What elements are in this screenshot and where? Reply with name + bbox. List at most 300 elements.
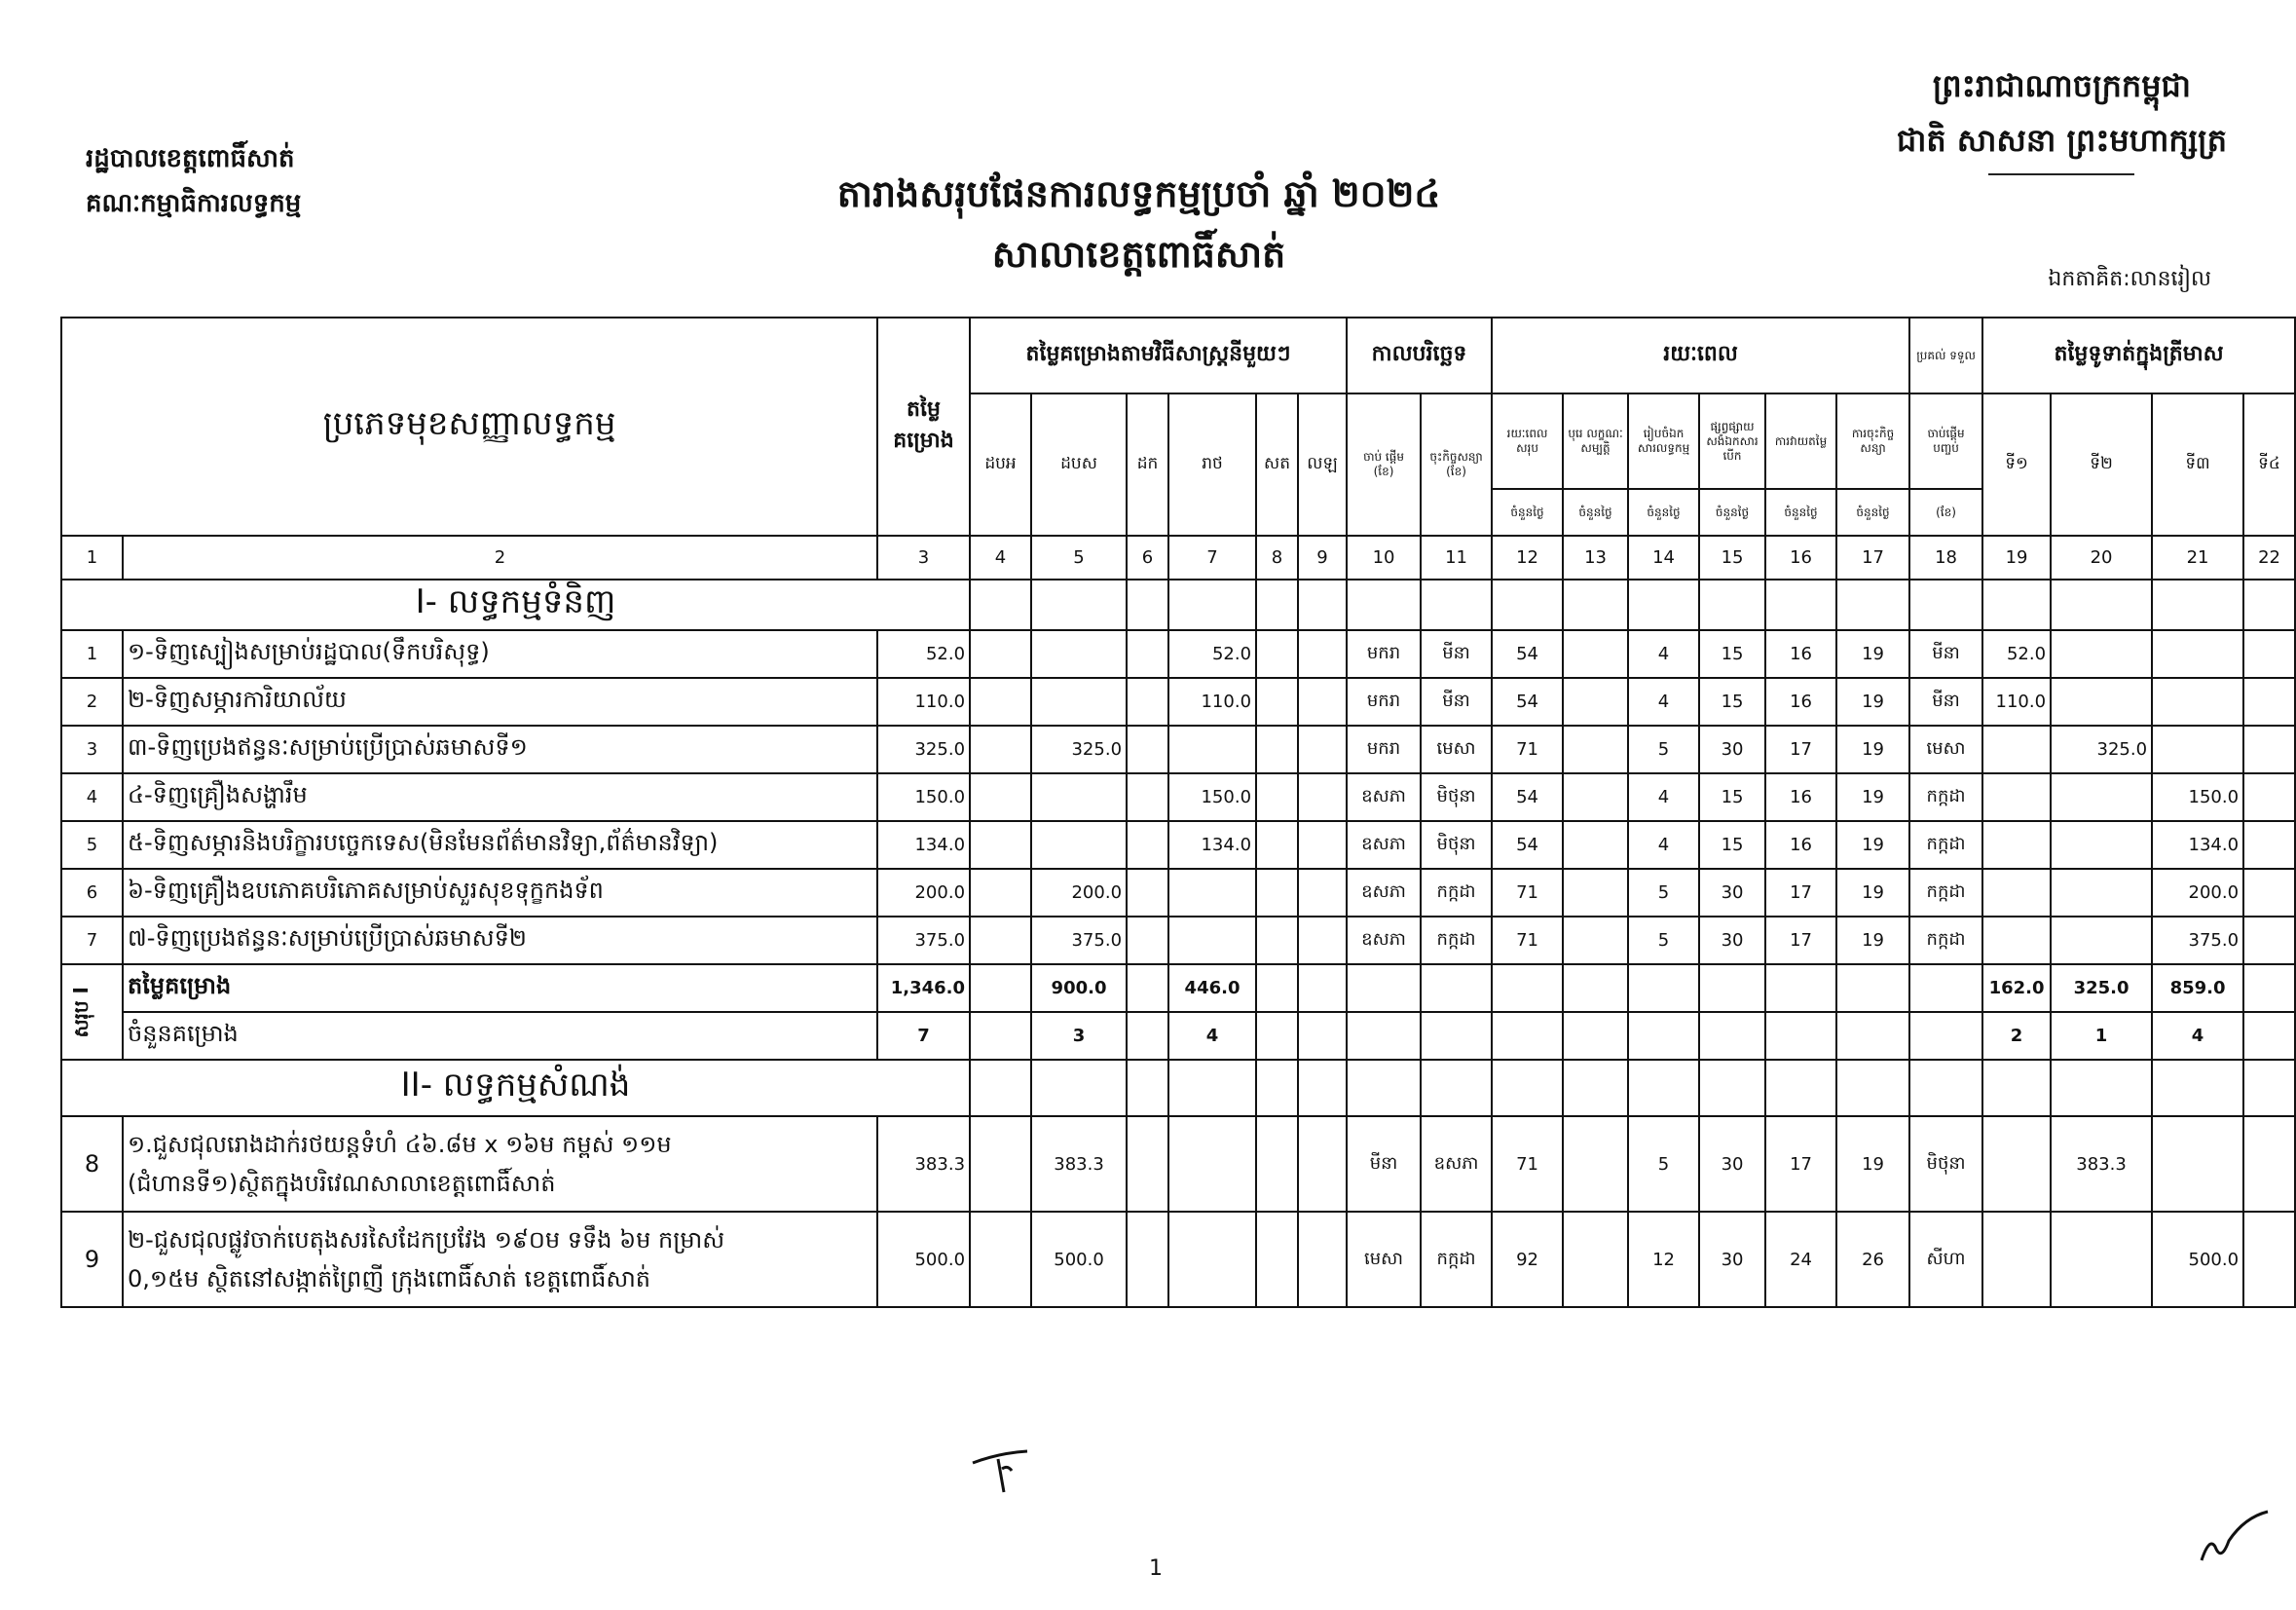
section-header-row xyxy=(61,1060,2295,1116)
empty-cell xyxy=(970,726,1031,773)
column-number: 7 xyxy=(1168,536,1256,580)
total-label: តម្លៃគម្រោង xyxy=(123,964,877,1012)
row-number: 8 xyxy=(61,1116,123,1212)
empty-cell xyxy=(1256,773,1298,821)
evaluation-days: 24 xyxy=(1765,1212,1836,1307)
signing-days: 19 xyxy=(1836,678,1909,726)
estimate-value: 134.0 xyxy=(877,821,970,869)
estimate-value: 383.3 xyxy=(877,1116,970,1212)
start-month: ឧសភា xyxy=(1347,869,1421,917)
total-q3: 859.0 xyxy=(2152,964,2243,1012)
signing-days: 19 xyxy=(1836,917,1909,964)
dbos-value: 325.0 xyxy=(1031,726,1127,773)
quarter-header: ទី៣ xyxy=(2152,393,2243,536)
empty-cell xyxy=(2243,1116,2295,1212)
empty-cell xyxy=(970,1116,1031,1212)
motto-text: ជាតិ សាសនា ព្រះមហាក្សត្រ xyxy=(1896,122,2227,159)
column-number: 6 xyxy=(1127,536,1168,580)
total-raath: 446.0 xyxy=(1168,964,1256,1012)
empty-cell xyxy=(1298,821,1347,869)
q3-value xyxy=(2152,1116,2243,1212)
item-name: ៣-ទិញប្រេងឥន្ធនៈសម្រាប់ប្រើប្រាស់ឆមាសទី១ xyxy=(123,726,877,773)
empty-cell xyxy=(1628,1060,1699,1116)
empty-cell xyxy=(1563,580,1628,630)
column-number: 11 xyxy=(1421,536,1492,580)
month-unit: (ខែ) xyxy=(1909,489,1982,536)
empty-cell xyxy=(1909,580,1982,630)
row-number: 6 xyxy=(61,869,123,917)
column-number: 19 xyxy=(1982,536,2051,580)
prep-days: 5 xyxy=(1628,726,1699,773)
empty-cell xyxy=(1982,1060,2051,1116)
item-name-line: ២-ជួសជុលផ្លូវចាក់បេតុងសរសៃដែកប្រវែង ១៩០ម ទទឹង ៦ម កម្រាស់ xyxy=(128,1226,725,1254)
days-unit: ចំនួនថ្ងៃ xyxy=(1628,489,1699,536)
item-name: ៥-ទិញសម្ភារនិងបរិក្ខារបច្ចេកទេស(មិនមែនព័ត៌មានវិទ្យា,ព័ត៌មានវិទ្យា) xyxy=(123,821,877,869)
empty-cell xyxy=(970,1060,1031,1116)
empty-cell xyxy=(1127,821,1168,869)
column-number: 17 xyxy=(1836,536,1909,580)
empty-cell xyxy=(1298,630,1347,678)
estimate-value: 325.0 xyxy=(877,726,970,773)
signing-days: 19 xyxy=(1836,630,1909,678)
row-number: 7 xyxy=(61,917,123,964)
estimate-value: 500.0 xyxy=(877,1212,970,1307)
initial-mark-icon xyxy=(969,1449,1037,1498)
q2-value xyxy=(2051,630,2152,678)
row-number: 1 xyxy=(61,630,123,678)
empty-cell xyxy=(1563,964,1628,1012)
summary-label-cell xyxy=(61,964,123,1060)
empty-cell xyxy=(1982,580,2051,630)
signing-days: 19 xyxy=(1836,1116,1909,1212)
dbos-value xyxy=(1031,678,1127,726)
empty-cell xyxy=(1699,1060,1765,1116)
delivery-month: កក្កដា xyxy=(1909,821,1982,869)
delivery-month: មិថុនា xyxy=(1909,1116,1982,1212)
publish-days: 30 xyxy=(1699,917,1765,964)
column-number: 9 xyxy=(1298,536,1347,580)
quarter-header: ទី១ xyxy=(1982,393,2051,536)
empty-cell xyxy=(1256,678,1298,726)
days-unit: ចំនួនថ្ងៃ xyxy=(1563,489,1628,536)
prep-days: 4 xyxy=(1628,821,1699,869)
kingdom-header xyxy=(1897,58,2227,175)
start-month: ឧសភា xyxy=(1347,821,1421,869)
total-days: 54 xyxy=(1492,773,1563,821)
empty-cell xyxy=(1563,821,1628,869)
empty-cell xyxy=(1168,1212,1256,1307)
empty-cell xyxy=(1256,1212,1298,1307)
evaluation-days: 16 xyxy=(1765,773,1836,821)
table-row xyxy=(61,1116,2295,1212)
contract-month: មីនា xyxy=(1421,678,1492,726)
empty-cell xyxy=(1168,1060,1256,1116)
empty-cell xyxy=(1563,678,1628,726)
empty-cell xyxy=(1492,1060,1563,1116)
empty-cell xyxy=(2243,869,2295,917)
row-number: 3 xyxy=(61,726,123,773)
estimate-value: 52.0 xyxy=(877,630,970,678)
empty-cell xyxy=(1765,1060,1836,1116)
delivery-month: មេសា xyxy=(1909,726,1982,773)
empty-cell xyxy=(970,678,1031,726)
empty-cell xyxy=(2243,1060,2295,1116)
raath-value: 150.0 xyxy=(1168,773,1256,821)
empty-cell xyxy=(1628,964,1699,1012)
empty-cell xyxy=(1492,580,1563,630)
column-number: 1 xyxy=(61,536,123,580)
empty-cell xyxy=(1909,1012,1982,1060)
empty-cell xyxy=(2051,1060,2152,1116)
publish-days: 15 xyxy=(1699,821,1765,869)
contract-month: មីនា xyxy=(1421,630,1492,678)
prep-days: 12 xyxy=(1628,1212,1699,1307)
empty-cell xyxy=(1836,964,1909,1012)
admin-name: រដ្ឋបាលខេត្តពោធិ៍សាត់ xyxy=(86,144,295,173)
item-type-header: ប្រភេទមុខសញ្ញាលទ្ធកម្ម xyxy=(61,318,877,536)
q3-value: 134.0 xyxy=(2152,821,2243,869)
empty-cell xyxy=(1256,869,1298,917)
column-number: 3 xyxy=(877,536,970,580)
empty-cell xyxy=(970,869,1031,917)
empty-cell xyxy=(1421,580,1492,630)
empty-cell xyxy=(1127,1116,1168,1212)
empty-cell xyxy=(1256,580,1298,630)
signing-days: 26 xyxy=(1836,1212,1909,1307)
total-days: 54 xyxy=(1492,821,1563,869)
empty-cell xyxy=(2243,773,2295,821)
publish-days: 30 xyxy=(1699,1116,1765,1212)
contract-month: កក្កដា xyxy=(1421,869,1492,917)
period-header: រៀបចំឯក សារលទ្ធកម្ម xyxy=(1628,393,1699,489)
column-number: 4 xyxy=(970,536,1031,580)
item-name: ៤-ទិញគ្រឿងសង្ហារឹម xyxy=(123,773,877,821)
count-q1: 2 xyxy=(1982,1012,2051,1060)
quarter-header: ទី៤ xyxy=(2243,393,2295,536)
item-name xyxy=(123,1116,877,1212)
q3-value: 500.0 xyxy=(2152,1212,2243,1307)
empty-cell xyxy=(1699,580,1765,630)
kingdom-text: ព្រះរាជាណាចក្រកម្ពុជា xyxy=(1932,67,2191,104)
delivery-month: កក្កដា xyxy=(1909,917,1982,964)
prep-days: 5 xyxy=(1628,869,1699,917)
empty-cell xyxy=(1347,1060,1421,1116)
column-number: 22 xyxy=(2243,536,2295,580)
empty-cell xyxy=(2243,630,2295,678)
signing-days: 19 xyxy=(1836,773,1909,821)
empty-cell xyxy=(1347,580,1421,630)
empty-cell xyxy=(1765,1012,1836,1060)
delivery-header: ប្រគល់ ទទួល xyxy=(1909,318,1982,393)
period-group-header: រយៈពេល xyxy=(1492,318,1909,393)
evaluation-days: 16 xyxy=(1765,821,1836,869)
empty-cell xyxy=(1909,964,1982,1012)
empty-cell xyxy=(2243,1012,2295,1060)
evaluation-days: 16 xyxy=(1765,678,1836,726)
period-header: ផ្សព្វផ្សាយ សងំឯកសារ បើក xyxy=(1699,393,1765,489)
empty-cell xyxy=(1492,1012,1563,1060)
empty-cell xyxy=(1256,964,1298,1012)
empty-cell xyxy=(2051,580,2152,630)
start-month: ឧសភា xyxy=(1347,917,1421,964)
evaluation-days: 17 xyxy=(1765,726,1836,773)
estimate-value: 110.0 xyxy=(877,678,970,726)
item-name: ៧-ទិញប្រេងឥន្ធនៈសម្រាប់ប្រើប្រាស់ឆមាសទី២ xyxy=(123,917,877,964)
empty-cell xyxy=(1298,1012,1347,1060)
empty-cell xyxy=(1765,580,1836,630)
prep-days: 5 xyxy=(1628,1116,1699,1212)
column-number: 5 xyxy=(1031,536,1127,580)
time-group-header: កាលបរិច្ឆេទ xyxy=(1347,318,1492,393)
empty-cell xyxy=(1563,1212,1628,1307)
method-header: ដបអ xyxy=(970,393,1031,536)
period-header: ការវាយតម្លៃ xyxy=(1765,393,1836,489)
unit-label: ឯកតាគិត:លានរៀល xyxy=(2048,267,2211,291)
empty-cell xyxy=(2243,964,2295,1012)
total-days: 54 xyxy=(1492,630,1563,678)
empty-cell xyxy=(1127,726,1168,773)
evaluation-days: 17 xyxy=(1765,1116,1836,1212)
delivery-month: កក្កដា xyxy=(1909,773,1982,821)
signing-days: 19 xyxy=(1836,869,1909,917)
page-number: 1 xyxy=(1149,1556,1163,1581)
delivery-month: កក្កដា xyxy=(1909,869,1982,917)
days-unit: ចំនួនថ្ងៃ xyxy=(1492,489,1563,536)
empty-cell xyxy=(1347,964,1421,1012)
raath-value: 52.0 xyxy=(1168,630,1256,678)
q2-value xyxy=(2051,1212,2152,1307)
q2-value xyxy=(2051,869,2152,917)
q2-value xyxy=(2051,678,2152,726)
column-number: 12 xyxy=(1492,536,1563,580)
total-q2: 325.0 xyxy=(2051,964,2152,1012)
empty-cell xyxy=(2152,580,2243,630)
q3-value xyxy=(2152,630,2243,678)
empty-cell xyxy=(1298,726,1347,773)
empty-cell xyxy=(1031,580,1127,630)
method-header: ដក xyxy=(1127,393,1168,536)
dbos-value xyxy=(1031,773,1127,821)
q2-value: 383.3 xyxy=(2051,1116,2152,1212)
raath-value xyxy=(1168,726,1256,773)
empty-cell xyxy=(1298,580,1347,630)
empty-cell xyxy=(1127,630,1168,678)
table-row xyxy=(61,869,2295,917)
empty-cell xyxy=(1256,1116,1298,1212)
procurement-plan-table xyxy=(60,317,2296,1308)
period-header: រយៈពេល សរុប xyxy=(1492,393,1563,489)
prep-days: 4 xyxy=(1628,678,1699,726)
column-number: 15 xyxy=(1699,536,1765,580)
empty-cell xyxy=(1563,1012,1628,1060)
empty-cell xyxy=(1909,1060,1982,1116)
period-header: ការចុះកិច្ច សន្យា xyxy=(1836,393,1909,489)
item-name-line: (ជំហានទី១)ស្ថិតក្នុងបរិវេណសាលាខេត្តពោធិ៍សាត់ xyxy=(128,1170,556,1197)
empty-cell xyxy=(1127,917,1168,964)
total-days: 71 xyxy=(1492,1116,1563,1212)
q1-value: 110.0 xyxy=(1982,678,2051,726)
empty-cell xyxy=(1256,821,1298,869)
empty-cell xyxy=(1836,580,1909,630)
section-construction xyxy=(61,1060,2295,1307)
signature-mark-icon xyxy=(2196,1508,2274,1566)
title-line-2: សាលាខេត្តពោធិ៍សាត់ xyxy=(991,233,1286,276)
empty-cell xyxy=(1628,580,1699,630)
evaluation-days: 17 xyxy=(1765,869,1836,917)
total-days: 71 xyxy=(1492,726,1563,773)
empty-cell xyxy=(970,773,1031,821)
q2-value: 325.0 xyxy=(2051,726,2152,773)
item-name-line: 0,១៥ម ស្ថិតនៅសង្កាត់ព្រៃញី ក្រុងពោធិ៍សាត់ ខេត្តពោធិ៍សាត់ xyxy=(128,1265,651,1292)
days-unit: ចំនួនថ្ងៃ xyxy=(1765,489,1836,536)
empty-cell xyxy=(1563,869,1628,917)
empty-cell xyxy=(1298,964,1347,1012)
publish-days: 30 xyxy=(1699,1212,1765,1307)
empty-cell xyxy=(1168,1116,1256,1212)
method-header: រាថ xyxy=(1168,393,1256,536)
empty-cell xyxy=(1256,726,1298,773)
q1-value xyxy=(1982,869,2051,917)
method-header: សត xyxy=(1256,393,1298,536)
q3-value xyxy=(2152,678,2243,726)
empty-cell xyxy=(1127,773,1168,821)
total-days: 71 xyxy=(1492,917,1563,964)
signing-days: 19 xyxy=(1836,726,1909,773)
empty-cell xyxy=(2243,917,2295,964)
count-q3: 4 xyxy=(2152,1012,2243,1060)
estimate-header: តម្លៃ គម្រោង xyxy=(877,318,970,536)
title-line-1: តារាងសរុបផែនការលទ្ធកម្មប្រចាំ ឆ្នាំ ២០២៤ xyxy=(836,172,1441,215)
column-number: 18 xyxy=(1909,536,1982,580)
contract-month: កក្កដា xyxy=(1421,1212,1492,1307)
count-raath: 4 xyxy=(1168,1012,1256,1060)
start-month: មករា xyxy=(1347,678,1421,726)
dbos-value: 200.0 xyxy=(1031,869,1127,917)
q1-value xyxy=(1982,821,2051,869)
table-row xyxy=(61,821,2295,869)
empty-cell xyxy=(1628,1012,1699,1060)
item-name: ២-ទិញសម្ភារការិយាល័យ xyxy=(123,678,877,726)
document-title xyxy=(0,164,2277,284)
publish-days: 15 xyxy=(1699,773,1765,821)
contract-month-header: ចុះកិច្ចសន្យា (ខែ) xyxy=(1421,393,1492,536)
q2-value xyxy=(2051,821,2152,869)
table-row xyxy=(61,917,2295,964)
empty-cell xyxy=(1031,1060,1127,1116)
empty-cell xyxy=(1256,630,1298,678)
publish-days: 15 xyxy=(1699,678,1765,726)
empty-cell xyxy=(970,917,1031,964)
empty-cell xyxy=(1421,1060,1492,1116)
empty-cell xyxy=(1982,1212,2051,1307)
count-label: ចំនួនគម្រោង xyxy=(123,1012,877,1060)
column-number: 10 xyxy=(1347,536,1421,580)
empty-cell xyxy=(1492,964,1563,1012)
summary-label: សរុប I xyxy=(69,986,93,1038)
evaluation-days: 17 xyxy=(1765,917,1836,964)
prep-days: 4 xyxy=(1628,773,1699,821)
item-name: ១-ទិញស្បៀងសម្រាប់រដ្ឋបាល(ទឹកបរិសុទ្ធ) xyxy=(123,630,877,678)
estimate-value: 375.0 xyxy=(877,917,970,964)
contract-month: មិថុនា xyxy=(1421,773,1492,821)
evaluation-days: 16 xyxy=(1765,630,1836,678)
quarter-header: ទី២ xyxy=(2051,393,2152,536)
publish-days: 15 xyxy=(1699,630,1765,678)
empty-cell xyxy=(970,1012,1031,1060)
estimate-value: 150.0 xyxy=(877,773,970,821)
table-row xyxy=(61,678,2295,726)
column-number-row xyxy=(61,536,2295,580)
count-row xyxy=(61,1012,2295,1060)
dbos-value: 375.0 xyxy=(1031,917,1127,964)
empty-cell xyxy=(1298,1212,1347,1307)
q3-value: 200.0 xyxy=(2152,869,2243,917)
contract-month: មេសា xyxy=(1421,726,1492,773)
row-number: 5 xyxy=(61,821,123,869)
table-row xyxy=(61,773,2295,821)
column-number: 13 xyxy=(1563,536,1628,580)
days-unit: ចំនួនថ្ងៃ xyxy=(1836,489,1909,536)
empty-cell xyxy=(1563,1060,1628,1116)
empty-cell xyxy=(2243,580,2295,630)
start-month: មេសា xyxy=(1347,1212,1421,1307)
row-number: 9 xyxy=(61,1212,123,1307)
empty-cell xyxy=(970,630,1031,678)
committee-name: គណៈកម្មាធិការលទ្ធកម្ម xyxy=(86,189,302,218)
method-group-header: តម្លៃគម្រោងតាមវិធីសាស្ត្រនីមួយៗ xyxy=(970,318,1347,393)
section-header-row xyxy=(61,580,2295,630)
q2-value xyxy=(2051,773,2152,821)
empty-cell xyxy=(1256,1012,1298,1060)
total-days: 92 xyxy=(1492,1212,1563,1307)
empty-cell xyxy=(1127,678,1168,726)
empty-cell xyxy=(1298,917,1347,964)
empty-cell xyxy=(1256,1060,1298,1116)
total-row xyxy=(61,964,2295,1012)
empty-cell xyxy=(2243,821,2295,869)
dbos-value: 383.3 xyxy=(1031,1116,1127,1212)
empty-cell xyxy=(1127,964,1168,1012)
empty-cell xyxy=(1127,1212,1168,1307)
q1-value: 52.0 xyxy=(1982,630,2051,678)
start-month: មករា xyxy=(1347,630,1421,678)
item-name: ៦-ទិញគ្រឿងឧបភោគបរិភោគសម្រាប់សួរសុខទុក្ខកងទ័ព xyxy=(123,869,877,917)
table-row xyxy=(61,1212,2295,1307)
empty-cell xyxy=(2243,1212,2295,1307)
column-number: 14 xyxy=(1628,536,1699,580)
empty-cell xyxy=(1347,1012,1421,1060)
q3-value: 150.0 xyxy=(2152,773,2243,821)
publish-days: 30 xyxy=(1699,726,1765,773)
column-number: 21 xyxy=(2152,536,2243,580)
empty-cell xyxy=(970,821,1031,869)
raath-value xyxy=(1168,869,1256,917)
method-header: ដបស xyxy=(1031,393,1127,536)
start-month: ឧសភា xyxy=(1347,773,1421,821)
delivery-month: សីហា xyxy=(1909,1212,1982,1307)
empty-cell xyxy=(970,1212,1031,1307)
q3-value: 375.0 xyxy=(2152,917,2243,964)
empty-cell xyxy=(1563,726,1628,773)
empty-cell xyxy=(1563,1116,1628,1212)
total-estimate: 1,346.0 xyxy=(877,964,970,1012)
section-title: II- លទ្ធកម្មសំណង់ xyxy=(61,1060,970,1116)
total-days: 54 xyxy=(1492,678,1563,726)
count-estimate: 7 xyxy=(877,1012,970,1060)
table-row xyxy=(61,630,2295,678)
empty-cell xyxy=(1421,1012,1492,1060)
period-header: បុរេ លក្ខណៈ សម្បត្តិ xyxy=(1563,393,1628,489)
